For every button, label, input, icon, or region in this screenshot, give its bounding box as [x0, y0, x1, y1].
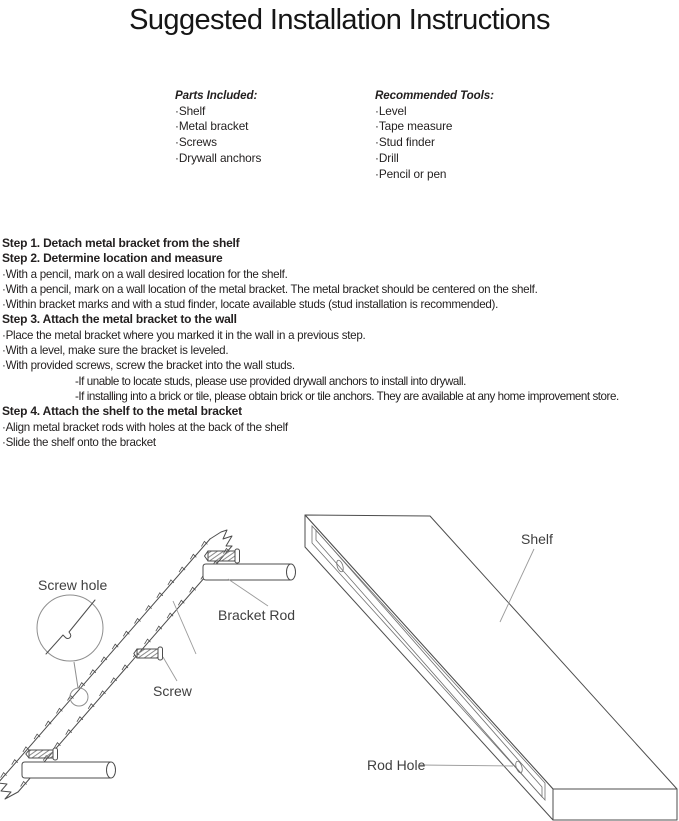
metal-bracket-drawing — [0, 530, 232, 799]
bracket-rod-2 — [22, 762, 116, 778]
list-item: ·With a pencil, mark on a wall location of the metal bracket. The metal bracket should be centered on the shelf. — [2, 282, 538, 296]
tools-list-item: ·Level — [375, 103, 407, 118]
recommended-tools-section — [375, 88, 494, 182]
bracket-rod-leader-line — [228, 579, 268, 606]
parts-heading: Parts Included: — [175, 89, 258, 102]
parts-list-item: ·Screws — [175, 135, 217, 150]
list-item: Step 3. Attach the metal bracket to the wall — [2, 312, 237, 327]
screw-leader-line — [163, 657, 177, 681]
tools-list-item: ·Tape measure — [375, 119, 453, 134]
list-item: Step 1. Detach metal bracket from the shelf — [2, 236, 240, 250]
tools-list — [375, 104, 494, 183]
list-item: ·With a pencil, mark on a wall desired location for the shelf. — [2, 267, 288, 281]
bracket-left-edge — [0, 539, 210, 783]
parts-list — [175, 104, 261, 167]
bracket-rod-1 — [203, 564, 296, 580]
parts-included-section — [175, 88, 261, 167]
bracket-top-jag — [210, 530, 232, 546]
bracket-bottom-jag — [0, 783, 18, 799]
list-item: ·Place the metal bracket where you marked it in the wall in a previous step. — [2, 328, 366, 342]
parts-list-item: ·Metal bracket — [175, 119, 249, 134]
parts-list-item: ·Drywall anchors — [175, 150, 262, 165]
screw-3 — [26, 748, 58, 760]
list-item: -If unable to locate studs, please use provided drywall anchors to install into drywall. — [75, 374, 466, 388]
shelf-end-face — [553, 789, 677, 820]
rod-hole-label: Rod Hole — [367, 757, 426, 773]
parts-list-item: ·Shelf — [175, 103, 206, 118]
shelf-drawing — [305, 515, 677, 820]
magnifier-leader-line — [74, 662, 78, 688]
list-item: ·Slide the shelf onto the bracket — [2, 435, 156, 449]
screw-1 — [205, 549, 240, 563]
bracket-leader-line — [173, 601, 196, 654]
magnified-edge-with-notch — [46, 600, 95, 654]
list-item: ·Within bracket marks and with a stud finder, locate available studs (stud installation is recommended). — [2, 298, 499, 312]
installation-steps — [2, 236, 619, 450]
list-item: ·With a level, make sure the bracket is leveled. — [2, 344, 229, 358]
tools-list-item: ·Pencil or pen — [375, 166, 447, 181]
screw-label: Screw — [153, 683, 192, 699]
screw-hole-detail — [37, 595, 103, 706]
page-title: Suggested Installation Instructions — [129, 4, 550, 36]
rod-hole-leader-line — [420, 765, 513, 766]
tools-list-item: ·Drill — [375, 150, 399, 165]
magnifier-circle — [37, 595, 103, 661]
shelf-label: Shelf — [521, 531, 553, 547]
list-item: ·With provided screws, screw the bracket into the wall studs. — [2, 359, 295, 373]
tools-list-item: ·Stud finder — [375, 135, 435, 150]
bracket-rod-label: Bracket Rod — [218, 607, 296, 623]
shelf-leader-line — [500, 549, 534, 622]
list-item: -If installing into a brick or tile, please obtain brick or tile anchors. They are available at any home improvement store. — [75, 389, 619, 403]
list-item: Step 4. Attach the shelf to the metal bracket — [2, 404, 242, 419]
list-item: ·Align metal bracket rods with holes at the back of the shelf — [2, 420, 288, 434]
list-item: Step 2. Determine location and measure — [2, 251, 223, 266]
installation-diagram — [0, 480, 679, 821]
screw-hole-label: Screw hole — [38, 577, 108, 593]
screw-2 — [134, 647, 163, 660]
tools-heading: Recommended Tools: — [375, 89, 494, 102]
